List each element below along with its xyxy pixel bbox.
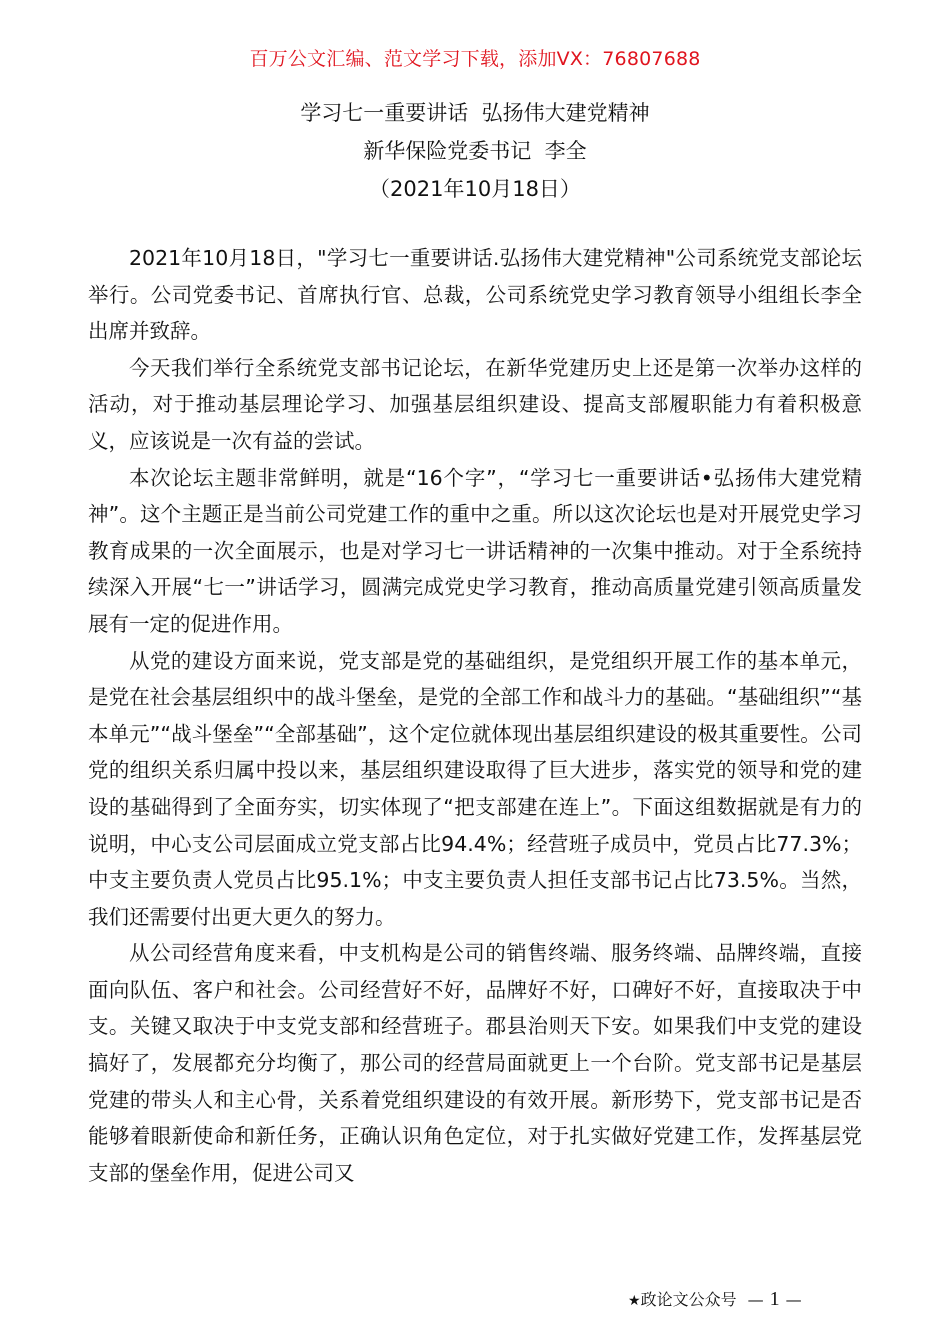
paragraph: 从党的建设方面来说，党支部是党的基础组织，是党组织开展工作的基本单元，是党在社会基层组织中的战斗堡垒，是党的全部工作和战斗力的基础。“基础组织”“基本单元”“战斗堡垒”“全部基础”，这个定位就体现出基层组织建设的极其重要性。公司党的组织关系归属中投以来，基层组织建设取得了巨大进步，落实党的领导和党的建设的基础得到了全面夯实，切实体现了“把支部建在连上”。下面这组数据就是有力的说明，中心支公司层面成立党支部占比94.4%；经营班子成员中，党员占比77.3%；中支主要负责人党员占比95.1%；中支主要负责人担任支部书记占比73.5%。当然，我们还需要付出更大更久的努力。: [88, 648, 862, 929]
footer-dash-right: —: [785, 1290, 802, 1309]
document-header: [0, 94, 950, 208]
footer-source: 政论文公众号: [640, 1290, 737, 1309]
paragraph: 从公司经营角度来看，中支机构是公司的销售终端、服务终端、品牌终端，直接面向队伍、客户和社会。公司经营好不好，品牌好不好，口碑好不好，直接取决于中支。关键又取决于中支党支部和经营班子。郡县治则天下安。如果我们中支党的建设搞好了，发展都充分均衡了，那公司的经营局面就更上一个台阶。党支部书记是基层党建的带头人和主心骨，关系着党组织建设的有效开展。新形势下，党支部书记是否能够着眼新使命和新任务，正确认识角色定位，对于扎实做好党建工作，发挥基层党支部的堡垒作用，促进公司又: [88, 941, 862, 1185]
paragraph: 今天我们举行全系统党支部书记论坛，在新华党建历史上还是第一次举办这样的活动，对于推动基层理论学习、加强基层组织建设、提高支部履职能力有着积极意义，应该说是一次有益的尝试。: [88, 355, 862, 453]
footer-dash-left: —: [747, 1290, 764, 1309]
document-date: （2021年10月18日）: [369, 177, 581, 201]
document-body: [88, 240, 862, 1191]
page-footer: [628, 1286, 808, 1314]
document-author: 新华保险党委书记 李全: [363, 139, 587, 163]
document-title: 学习七一重要讲话 弘扬伟大建党精神: [300, 101, 650, 125]
paragraph: 2021年10月18日，"学习七一重要讲话.弘扬伟大建党精神"公司系统党支部论坛举行。公司党委书记、首席执行官、总裁，公司系统党史学习教育领导小组组长李全出席并致辞。: [88, 246, 862, 344]
star-icon: ★: [628, 1293, 641, 1309]
banner-text: 百万公文汇编、范文学习下载，添加VX：76807688: [249, 48, 701, 70]
paragraph: 本次论坛主题非常鲜明，就是“16个字”，“学习七一重要讲话•弘扬伟大建党精神”。这个主题正是当前公司党建工作的重中之重。所以这次论坛也是对开展党史学习教育成果的一次全面展示，也是对学习七一讲话精神的一次集中推动。对于全系统持续深入开展“七一”讲话学习，圆满完成党史学习教育，推动高质量党建引领高质量发展有一定的促进作用。: [88, 465, 862, 636]
page-number: 1: [769, 1288, 780, 1310]
download-banner: [0, 44, 950, 74]
